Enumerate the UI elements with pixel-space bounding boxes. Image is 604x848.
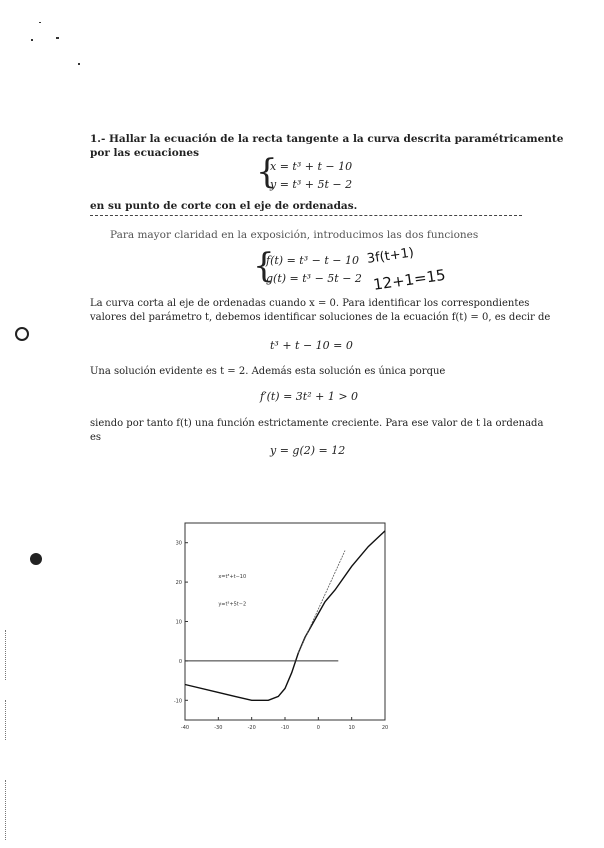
y-tick-label: 0: [178, 658, 182, 665]
x-tick-label: 0: [316, 725, 320, 731]
x-tick-label: -10: [280, 725, 290, 731]
function-g: g(t) = t³ − 5t − 2: [266, 272, 362, 285]
legend-entry: y=t³+5t−2: [218, 601, 247, 608]
hole-punch-icon: [15, 327, 29, 341]
paragraph-solution: Una solución evidente es t = 2. Además esta solución es única porque: [90, 366, 446, 377]
system-equation-y: y = t³ + 5t − 2: [270, 178, 353, 191]
equation-roots: t³ + t − 10 = 0: [270, 339, 353, 352]
scan-speck: [39, 22, 41, 23]
x-tick-label: -20: [247, 725, 256, 731]
paragraph-increasing-line2: es: [90, 432, 102, 443]
problem-number: 1.-: [90, 133, 106, 145]
x-tick-label: 20: [381, 725, 389, 731]
parametric-curve-chart: [170, 515, 400, 740]
section-divider: [90, 215, 522, 216]
intro-text: Para mayor claridad en la exposición, introducimos las dos funciones: [110, 229, 479, 241]
scan-margin-marks: [5, 780, 7, 840]
system-equation-x: x = t³ + t − 10: [270, 160, 353, 173]
x-tick-label: -30: [214, 725, 223, 731]
equation-derivative: f′(t) = 3t² + 1 > 0: [260, 390, 359, 403]
y-tick-label: 20: [175, 580, 182, 587]
series-tangent-line: [298, 551, 345, 653]
system-brace: {: [256, 152, 278, 192]
handwritten-note: 12+1=15: [372, 265, 447, 294]
y-tick-label: 10: [175, 619, 182, 626]
scan-margin-marks: [5, 630, 7, 680]
equation-ordinate: y = g(2) = 12: [270, 444, 346, 457]
problem-heading-line1: [90, 132, 563, 146]
hole-punch-icon: [30, 553, 42, 565]
problem-heading-line2: por las ecuaciones: [90, 147, 200, 159]
handwritten-note: 3f(t+1): [366, 245, 415, 267]
paragraph-cut-line1: La curva corta al eje de ordenadas cuando x = 0. Para identificar los correspondientes: [90, 298, 530, 309]
y-tick-label: 30: [175, 540, 182, 547]
x-tick-label: 10: [348, 725, 355, 731]
y-tick-label: -10: [173, 698, 182, 705]
x-tick-label: -40: [180, 725, 190, 731]
problem-heading-line3: en su punto de corte con el eje de ordenadas.: [90, 200, 358, 212]
scan-speck: [78, 63, 80, 65]
function-f: f(t) = t³ − t − 10: [266, 254, 359, 267]
functions-brace: {: [253, 246, 275, 286]
scan-margin-marks: [5, 700, 7, 740]
scan-speck: [31, 39, 33, 41]
chart-frame: [185, 523, 385, 720]
series-curve-line: [185, 531, 385, 700]
paragraph-increasing-line1: siendo por tanto f(t) una función estrictamente creciente. Para ese valor de t la ordenada: [90, 418, 544, 429]
problem-heading-text: Hallar la ecuación de la recta tangente a la curva descrita paramétricamente: [108, 133, 564, 145]
scan-speck: [56, 37, 59, 39]
legend-entry: x=t³+t−10: [218, 574, 247, 581]
paragraph-cut-line2: valores del parámetro t, debemos identificar soluciones de la ecuación f(t) = 0, es decir de: [90, 312, 551, 323]
